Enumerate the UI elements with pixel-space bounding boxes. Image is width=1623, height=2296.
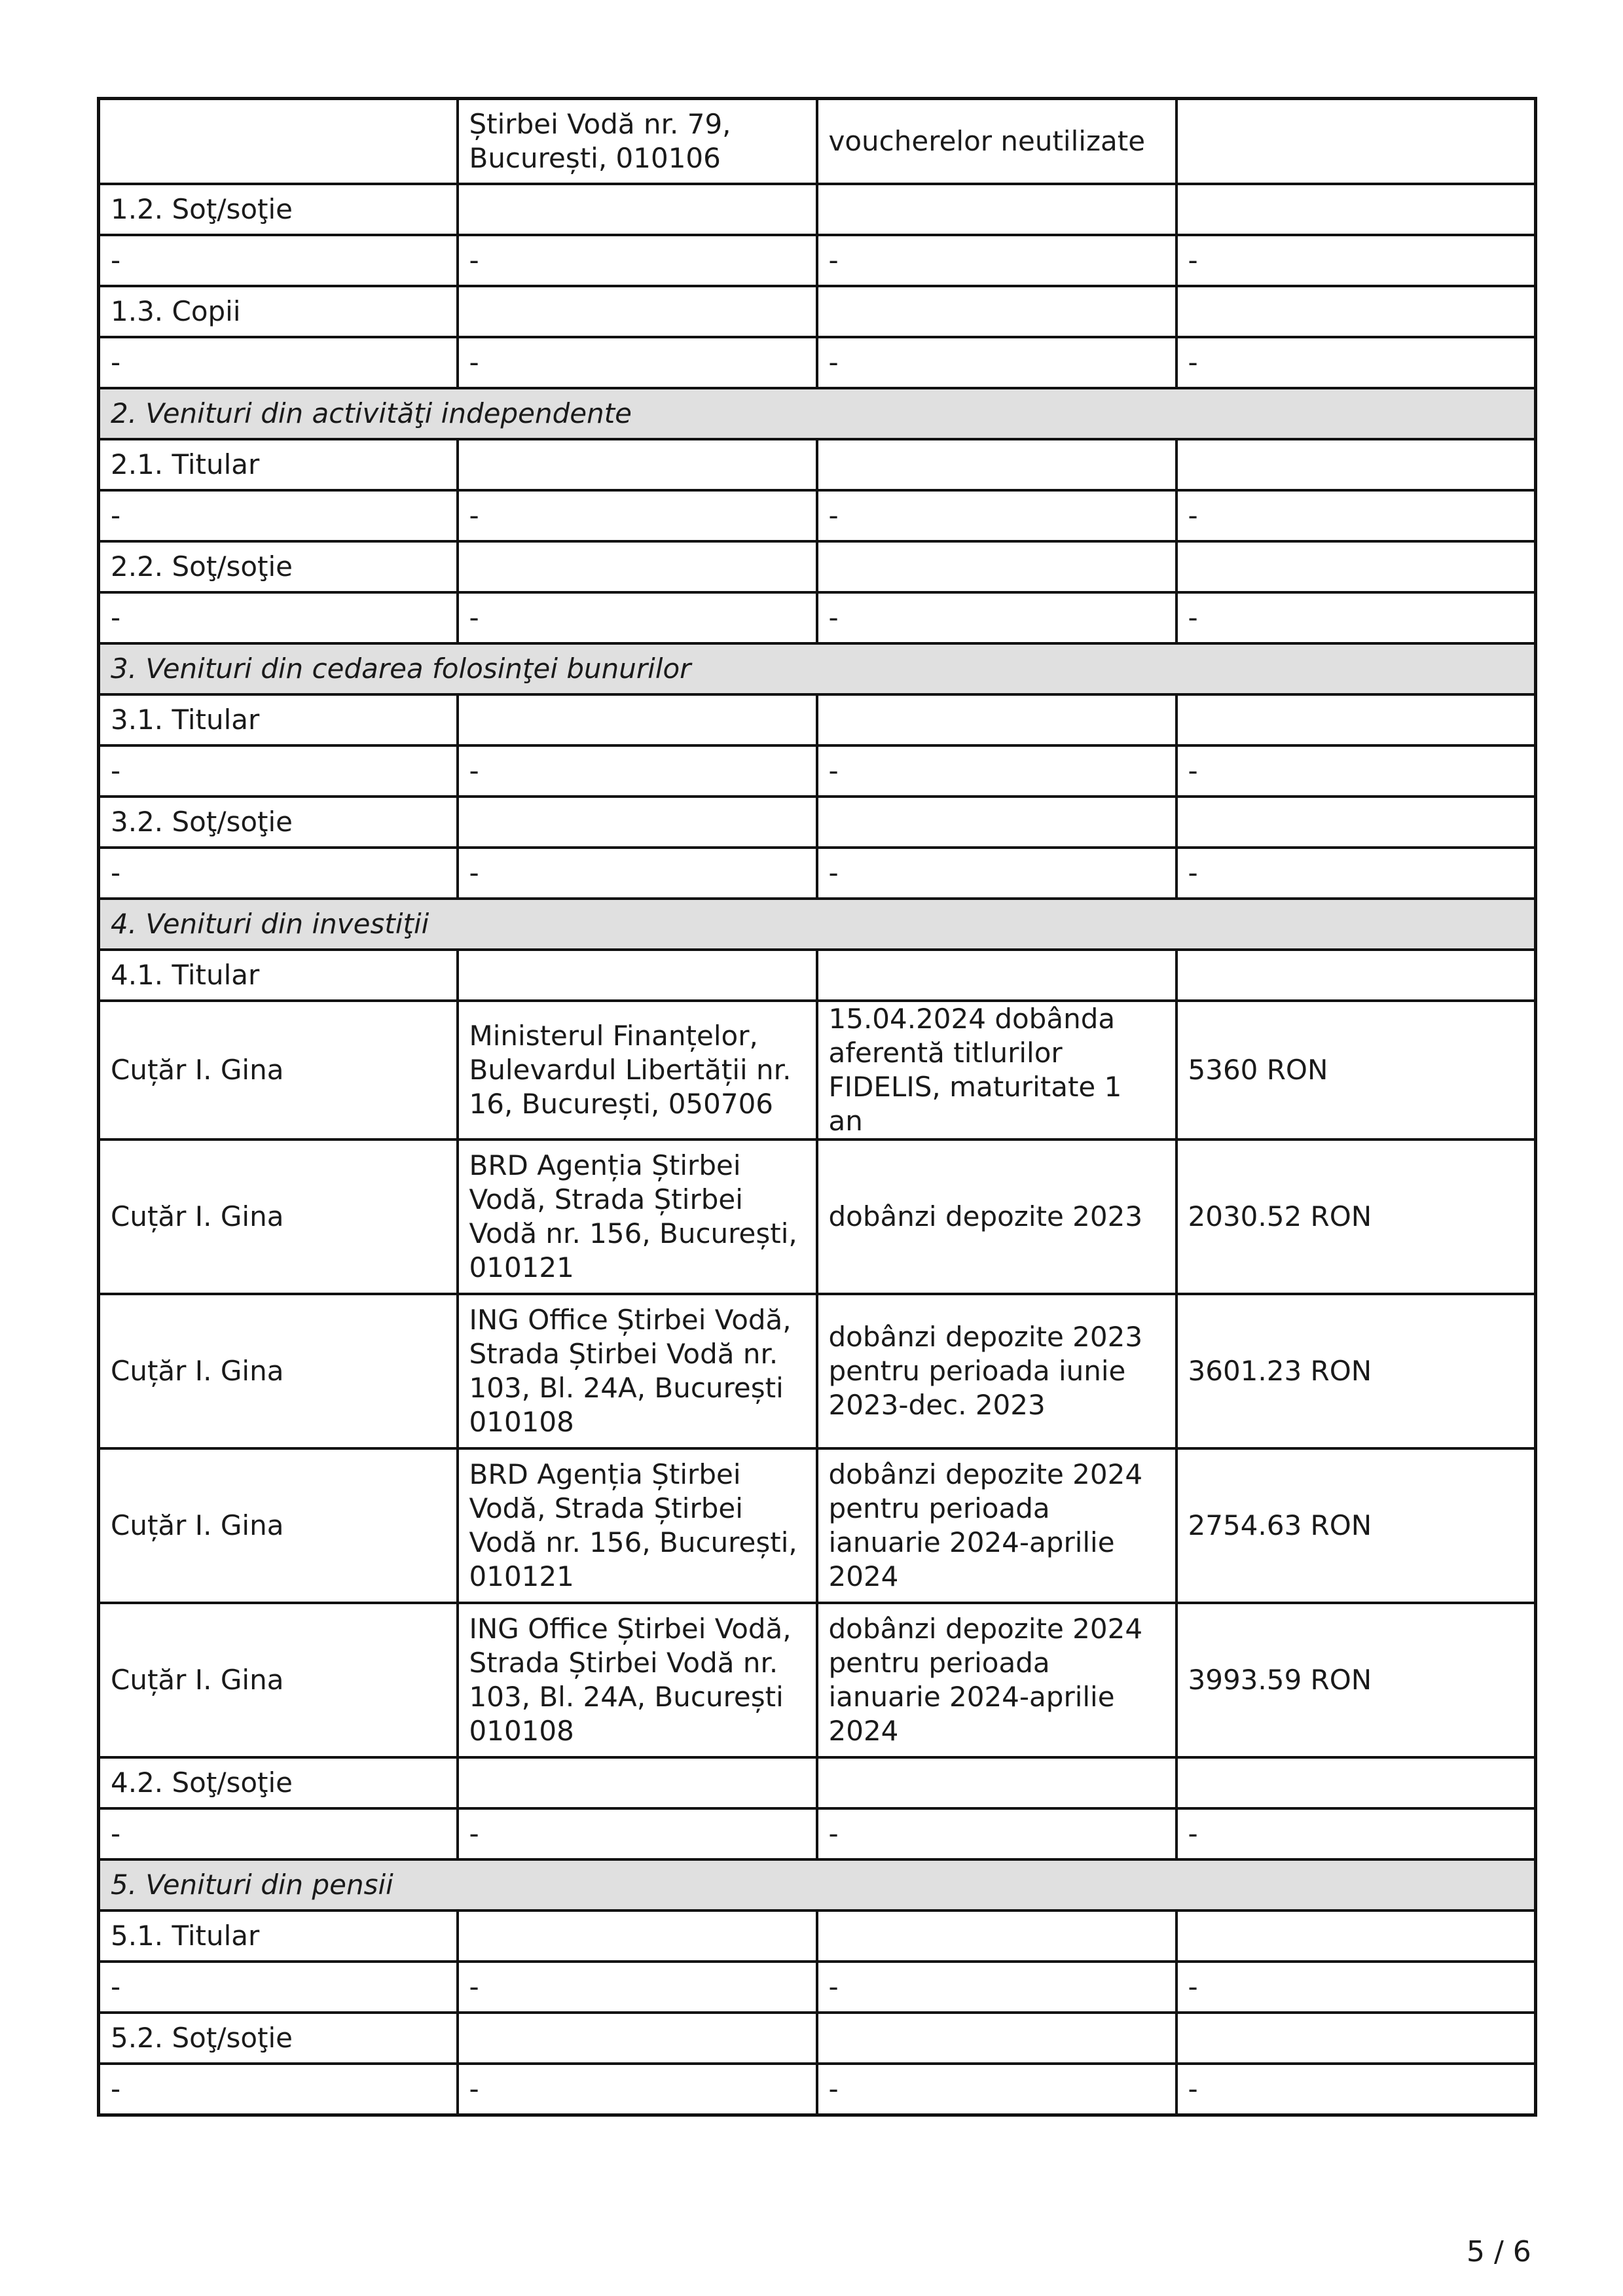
table-row xyxy=(99,337,1536,388)
section-header-row xyxy=(99,388,1536,439)
beneficiary-cell: - xyxy=(99,1962,458,2013)
table-row xyxy=(99,2064,1536,2115)
amount-cell: - xyxy=(1176,592,1536,643)
empty-cell xyxy=(458,950,817,1001)
beneficiary-cell: Cuțăr I. Gina xyxy=(99,1139,458,1294)
service-cell: dobânzi depozite 2023 pentru perioada iunie 2023-dec. 2023 xyxy=(817,1294,1176,1448)
service-cell: dobânzi depozite 2024 pentru perioada ianuarie 2024-aprilie 2024 xyxy=(817,1603,1176,1757)
subsection-row xyxy=(99,1757,1536,1808)
source-cell: - xyxy=(458,592,817,643)
service-cell: - xyxy=(817,2064,1176,2115)
beneficiary-cell: Cuțăr I. Gina xyxy=(99,1603,458,1757)
source-cell: - xyxy=(458,1962,817,2013)
section-header-row xyxy=(99,1859,1536,1910)
table-row xyxy=(99,848,1536,899)
service-cell: dobânzi depozite 2023 xyxy=(817,1139,1176,1294)
amount-cell: 3601.23 RON xyxy=(1176,1294,1536,1448)
empty-cell xyxy=(817,694,1176,745)
beneficiary-cell: - xyxy=(99,2064,458,2115)
subsection-label: 4.1. Titular xyxy=(99,950,458,1001)
source-cell: - xyxy=(458,2064,817,2115)
subsection-label: 5.1. Titular xyxy=(99,1910,458,1962)
empty-cell xyxy=(1176,2013,1536,2064)
amount-cell: 2754.63 RON xyxy=(1176,1448,1536,1603)
service-cell: - xyxy=(817,848,1176,899)
service-cell: - xyxy=(817,1962,1176,2013)
source-cell: - xyxy=(458,490,817,541)
subsection-row xyxy=(99,286,1536,337)
amount-cell: - xyxy=(1176,1808,1536,1859)
subsection-row xyxy=(99,797,1536,848)
empty-cell xyxy=(1176,286,1536,337)
income-table-body xyxy=(99,99,1536,2115)
service-cell: 15.04.2024 dobânda aferentă titlurilor FIDELIS, maturitate 1 an xyxy=(817,1001,1176,1139)
empty-cell xyxy=(1176,950,1536,1001)
beneficiary-cell xyxy=(99,99,458,185)
table-row xyxy=(99,1294,1536,1448)
empty-cell xyxy=(458,541,817,592)
empty-cell xyxy=(817,797,1176,848)
table-row xyxy=(99,592,1536,643)
beneficiary-cell: - xyxy=(99,337,458,388)
source-cell: - xyxy=(458,1808,817,1859)
table-row xyxy=(99,1001,1536,1139)
subsection-row xyxy=(99,694,1536,745)
source-cell: - xyxy=(458,745,817,797)
table-row xyxy=(99,99,1536,185)
service-cell: - xyxy=(817,337,1176,388)
source-cell: BRD Agenția Știrbei Vodă, Strada Știrbei Vodă nr. 156, București, 010121 xyxy=(458,1448,817,1603)
amount-cell: - xyxy=(1176,490,1536,541)
source-cell: - xyxy=(458,848,817,899)
beneficiary-cell: - xyxy=(99,745,458,797)
section-header-row xyxy=(99,643,1536,694)
empty-cell xyxy=(1176,184,1536,235)
amount-cell: 2030.52 RON xyxy=(1176,1139,1536,1294)
source-cell: BRD Agenția Știrbei Vodă, Strada Știrbei Vodă nr. 156, București, 010121 xyxy=(458,1139,817,1294)
service-cell: - xyxy=(817,592,1176,643)
subsection-row xyxy=(99,1910,1536,1962)
empty-cell xyxy=(1176,797,1536,848)
amount-cell xyxy=(1176,99,1536,185)
beneficiary-cell: Cuțăr I. Gina xyxy=(99,1001,458,1139)
beneficiary-cell: Cuțăr I. Gina xyxy=(99,1294,458,1448)
empty-cell xyxy=(817,184,1176,235)
table-row xyxy=(99,745,1536,797)
service-cell: - xyxy=(817,745,1176,797)
empty-cell xyxy=(817,950,1176,1001)
amount-cell: - xyxy=(1176,848,1536,899)
empty-cell xyxy=(458,2013,817,2064)
empty-cell xyxy=(1176,439,1536,490)
subsection-row xyxy=(99,184,1536,235)
table-row xyxy=(99,235,1536,286)
empty-cell xyxy=(817,1757,1176,1808)
section-title: 2. Venituri din activităţi independente xyxy=(99,388,1536,439)
section-title: 5. Venituri din pensii xyxy=(99,1859,1536,1910)
empty-cell xyxy=(458,286,817,337)
subsection-row xyxy=(99,950,1536,1001)
empty-cell xyxy=(1176,1910,1536,1962)
amount-cell: - xyxy=(1176,337,1536,388)
source-cell: Știrbei Vodă nr. 79, București, 010106 xyxy=(458,99,817,185)
subsection-label: 5.2. Soţ/soţie xyxy=(99,2013,458,2064)
amount-cell: - xyxy=(1176,2064,1536,2115)
subsection-label: 3.1. Titular xyxy=(99,694,458,745)
subsection-row xyxy=(99,541,1536,592)
source-cell: ING Office Știrbei Vodă, Strada Știrbei Vodă nr. 103, Bl. 24A, București 010108 xyxy=(458,1603,817,1757)
empty-cell xyxy=(817,2013,1176,2064)
amount-cell: - xyxy=(1176,1962,1536,2013)
service-cell: voucherelor neutilizate xyxy=(817,99,1176,185)
source-cell: - xyxy=(458,337,817,388)
empty-cell xyxy=(1176,541,1536,592)
service-cell: - xyxy=(817,1808,1176,1859)
subsection-label: 4.2. Soţ/soţie xyxy=(99,1757,458,1808)
empty-cell xyxy=(458,694,817,745)
source-cell: - xyxy=(458,235,817,286)
service-cell: dobânzi depozite 2024 pentru perioada ianuarie 2024-aprilie 2024 xyxy=(817,1448,1176,1603)
subsection-label: 1.3. Copii xyxy=(99,286,458,337)
section-title: 4. Venituri din investiţii xyxy=(99,899,1536,950)
empty-cell xyxy=(458,797,817,848)
source-cell: ING Office Știrbei Vodă, Strada Știrbei Vodă nr. 103, Bl. 24A, București 010108 xyxy=(458,1294,817,1448)
beneficiary-cell: Cuțăr I. Gina xyxy=(99,1448,458,1603)
beneficiary-cell: - xyxy=(99,592,458,643)
service-cell: - xyxy=(817,235,1176,286)
empty-cell xyxy=(458,1910,817,1962)
table-row xyxy=(99,1139,1536,1294)
empty-cell xyxy=(1176,1757,1536,1808)
subsection-label: 2.2. Soţ/soţie xyxy=(99,541,458,592)
empty-cell xyxy=(458,439,817,490)
amount-cell: 5360 RON xyxy=(1176,1001,1536,1139)
empty-cell xyxy=(817,541,1176,592)
section-header-row xyxy=(99,899,1536,950)
subsection-label: 1.2. Soţ/soţie xyxy=(99,184,458,235)
beneficiary-cell: - xyxy=(99,235,458,286)
amount-cell: - xyxy=(1176,745,1536,797)
table-row xyxy=(99,490,1536,541)
beneficiary-cell: - xyxy=(99,490,458,541)
subsection-label: 3.2. Soţ/soţie xyxy=(99,797,458,848)
table-row xyxy=(99,1808,1536,1859)
empty-cell xyxy=(817,1910,1176,1962)
beneficiary-cell: - xyxy=(99,848,458,899)
page-number: 5 / 6 xyxy=(1467,2235,1531,2269)
source-cell: Ministerul Finanțelor, Bulevardul Libertății nr. 16, București, 050706 xyxy=(458,1001,817,1139)
service-cell: - xyxy=(817,490,1176,541)
empty-cell xyxy=(817,286,1176,337)
empty-cell xyxy=(817,439,1176,490)
income-table xyxy=(97,97,1537,2117)
subsection-row xyxy=(99,2013,1536,2064)
beneficiary-cell: - xyxy=(99,1808,458,1859)
empty-cell xyxy=(458,184,817,235)
table-row xyxy=(99,1962,1536,2013)
subsection-label: 2.1. Titular xyxy=(99,439,458,490)
subsection-row xyxy=(99,439,1536,490)
empty-cell xyxy=(1176,694,1536,745)
amount-cell: - xyxy=(1176,235,1536,286)
table-row xyxy=(99,1603,1536,1757)
table-row xyxy=(99,1448,1536,1603)
amount-cell: 3993.59 RON xyxy=(1176,1603,1536,1757)
section-title: 3. Venituri din cedarea folosinţei bunurilor xyxy=(99,643,1536,694)
empty-cell xyxy=(458,1757,817,1808)
